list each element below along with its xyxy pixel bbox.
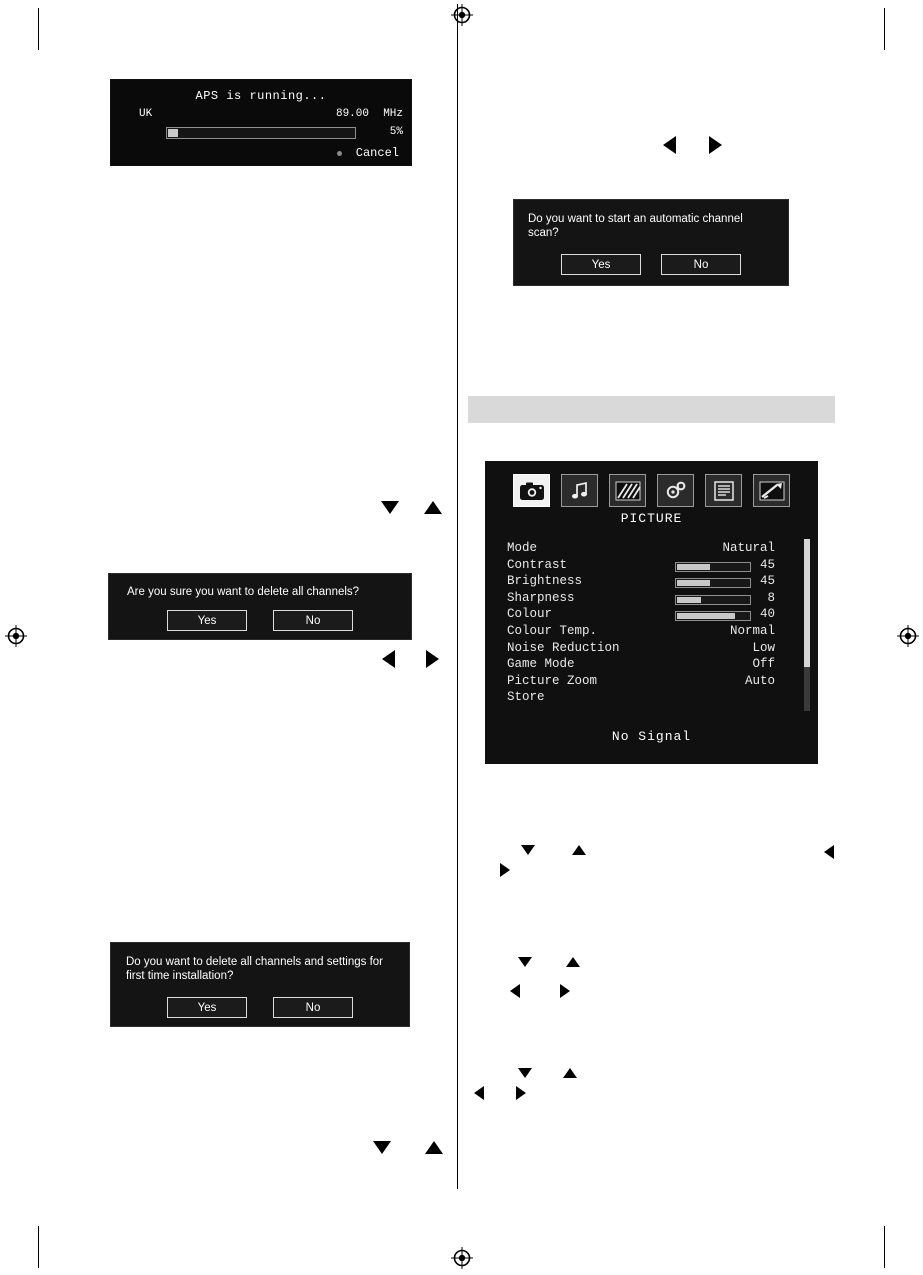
row-value: 8 <box>767 590 775 605</box>
crop-mark-br-v <box>884 1226 885 1268</box>
row-label: Sharpness <box>507 590 575 605</box>
menu-row[interactable] <box>507 574 797 591</box>
aps-cancel-button[interactable]: Cancel <box>355 146 399 160</box>
row-label: Colour Temp. <box>507 623 598 638</box>
row-slider[interactable] <box>675 611 751 621</box>
crop-mark-tl-v <box>38 8 39 50</box>
right-arrow-icon <box>516 1086 526 1100</box>
crop-mark-tr-v <box>884 8 885 50</box>
dialog-button-row <box>109 610 411 631</box>
registration-mark-top <box>451 4 473 26</box>
menu-row[interactable] <box>507 674 797 691</box>
left-arrow-icon <box>824 845 834 859</box>
menu-title: PICTURE <box>620 511 683 526</box>
dialog-message: Do you want to delete all channels and settings for first time installation? <box>126 956 383 982</box>
yes-button[interactable]: Yes <box>167 610 247 631</box>
menu-row[interactable] <box>507 607 797 624</box>
delete-all-channels-dialog <box>108 573 412 640</box>
menu-row[interactable] <box>507 624 797 641</box>
menu-row[interactable] <box>507 558 797 575</box>
row-value: 45 <box>759 574 775 589</box>
up-arrow-icon <box>425 1141 443 1154</box>
yes-button[interactable]: Yes <box>561 254 641 275</box>
down-arrow-icon <box>521 845 535 855</box>
dialog-message: Are you sure you want to delete all channels? <box>127 586 360 598</box>
yes-button[interactable]: Yes <box>167 997 247 1018</box>
registration-mark-right <box>897 625 919 647</box>
row-slider[interactable] <box>675 562 751 572</box>
no-button[interactable]: No <box>661 254 741 275</box>
menu-row[interactable] <box>507 541 797 558</box>
menu-scrollbar[interactable] <box>804 539 810 711</box>
menu-scrollbar-thumb[interactable] <box>804 539 810 667</box>
left-arrow-icon <box>663 136 676 154</box>
up-arrow-icon <box>563 1068 577 1078</box>
aps-frequency-value: 89.00 <box>335 108 369 120</box>
aps-title: APS is running... <box>195 89 327 103</box>
down-arrow-icon <box>381 501 399 514</box>
row-value: 40 <box>759 607 775 622</box>
aps-progress-fill <box>168 129 178 137</box>
menu-row[interactable] <box>507 591 797 608</box>
no-button[interactable]: No <box>273 610 353 631</box>
row-label: Mode <box>507 541 538 555</box>
row-value: Normal <box>729 623 775 638</box>
aps-progress-percent: 5% <box>389 126 403 138</box>
up-arrow-icon <box>572 845 586 855</box>
section-heading-band <box>468 396 835 423</box>
row-value: 45 <box>759 557 775 572</box>
picture-menu-osd <box>485 461 818 764</box>
first-time-installation-dialog <box>110 942 410 1027</box>
aps-frequency-unit: MHz <box>383 108 403 120</box>
aps-progress-bar <box>166 127 356 139</box>
right-arrow-icon <box>560 984 570 998</box>
left-arrow-icon <box>382 650 395 668</box>
status-text: No Signal <box>611 729 692 744</box>
down-arrow-icon <box>518 957 532 967</box>
left-arrow-icon <box>510 984 520 998</box>
menu-row[interactable] <box>507 641 797 658</box>
picture-settings-list <box>507 541 797 707</box>
aps-progress-osd <box>110 79 412 166</box>
row-slider[interactable] <box>675 595 751 605</box>
automatic-channel-scan-dialog <box>513 199 789 286</box>
no-button[interactable]: No <box>273 997 353 1018</box>
dialog-button-row <box>111 997 409 1018</box>
up-arrow-icon <box>566 957 580 967</box>
row-label: Brightness <box>507 574 583 589</box>
row-label: Picture Zoom <box>507 673 598 688</box>
channel-list-icon[interactable] <box>705 474 742 507</box>
left-arrow-icon <box>474 1086 484 1100</box>
install-icon[interactable] <box>657 474 694 507</box>
registration-mark-left <box>5 625 27 647</box>
menu-row[interactable] <box>507 657 797 674</box>
column-divider <box>457 4 458 1189</box>
row-label: Noise Reduction <box>507 640 620 655</box>
dialog-message: Do you want to start an automatic channel scan? <box>528 213 743 239</box>
menu-row[interactable] <box>507 690 797 707</box>
row-value: Natural <box>722 541 775 555</box>
right-arrow-icon <box>426 650 439 668</box>
picture-icon[interactable] <box>513 474 550 507</box>
right-arrow-icon <box>709 136 722 154</box>
sound-icon[interactable] <box>561 474 598 507</box>
registration-mark-bottom <box>451 1247 473 1269</box>
aps-country-label: UK <box>139 108 153 120</box>
source-icon[interactable] <box>753 474 790 507</box>
row-label: Colour <box>507 607 553 622</box>
row-value: Auto <box>744 673 775 688</box>
cancel-bullet-icon <box>337 151 342 156</box>
crop-mark-bl-v <box>38 1226 39 1268</box>
row-label: Game Mode <box>507 657 575 672</box>
dialog-button-row <box>514 254 788 275</box>
row-value: Low <box>752 640 775 655</box>
up-arrow-icon <box>424 501 442 514</box>
menu-icon-bar <box>485 474 818 507</box>
row-slider[interactable] <box>675 578 751 588</box>
down-arrow-icon <box>518 1068 532 1078</box>
right-arrow-icon <box>500 863 510 877</box>
feature-icon[interactable] <box>609 474 646 507</box>
down-arrow-icon <box>373 1141 391 1154</box>
row-label: Store <box>507 690 545 705</box>
row-value: Off <box>752 657 775 672</box>
row-label: Contrast <box>507 557 568 572</box>
